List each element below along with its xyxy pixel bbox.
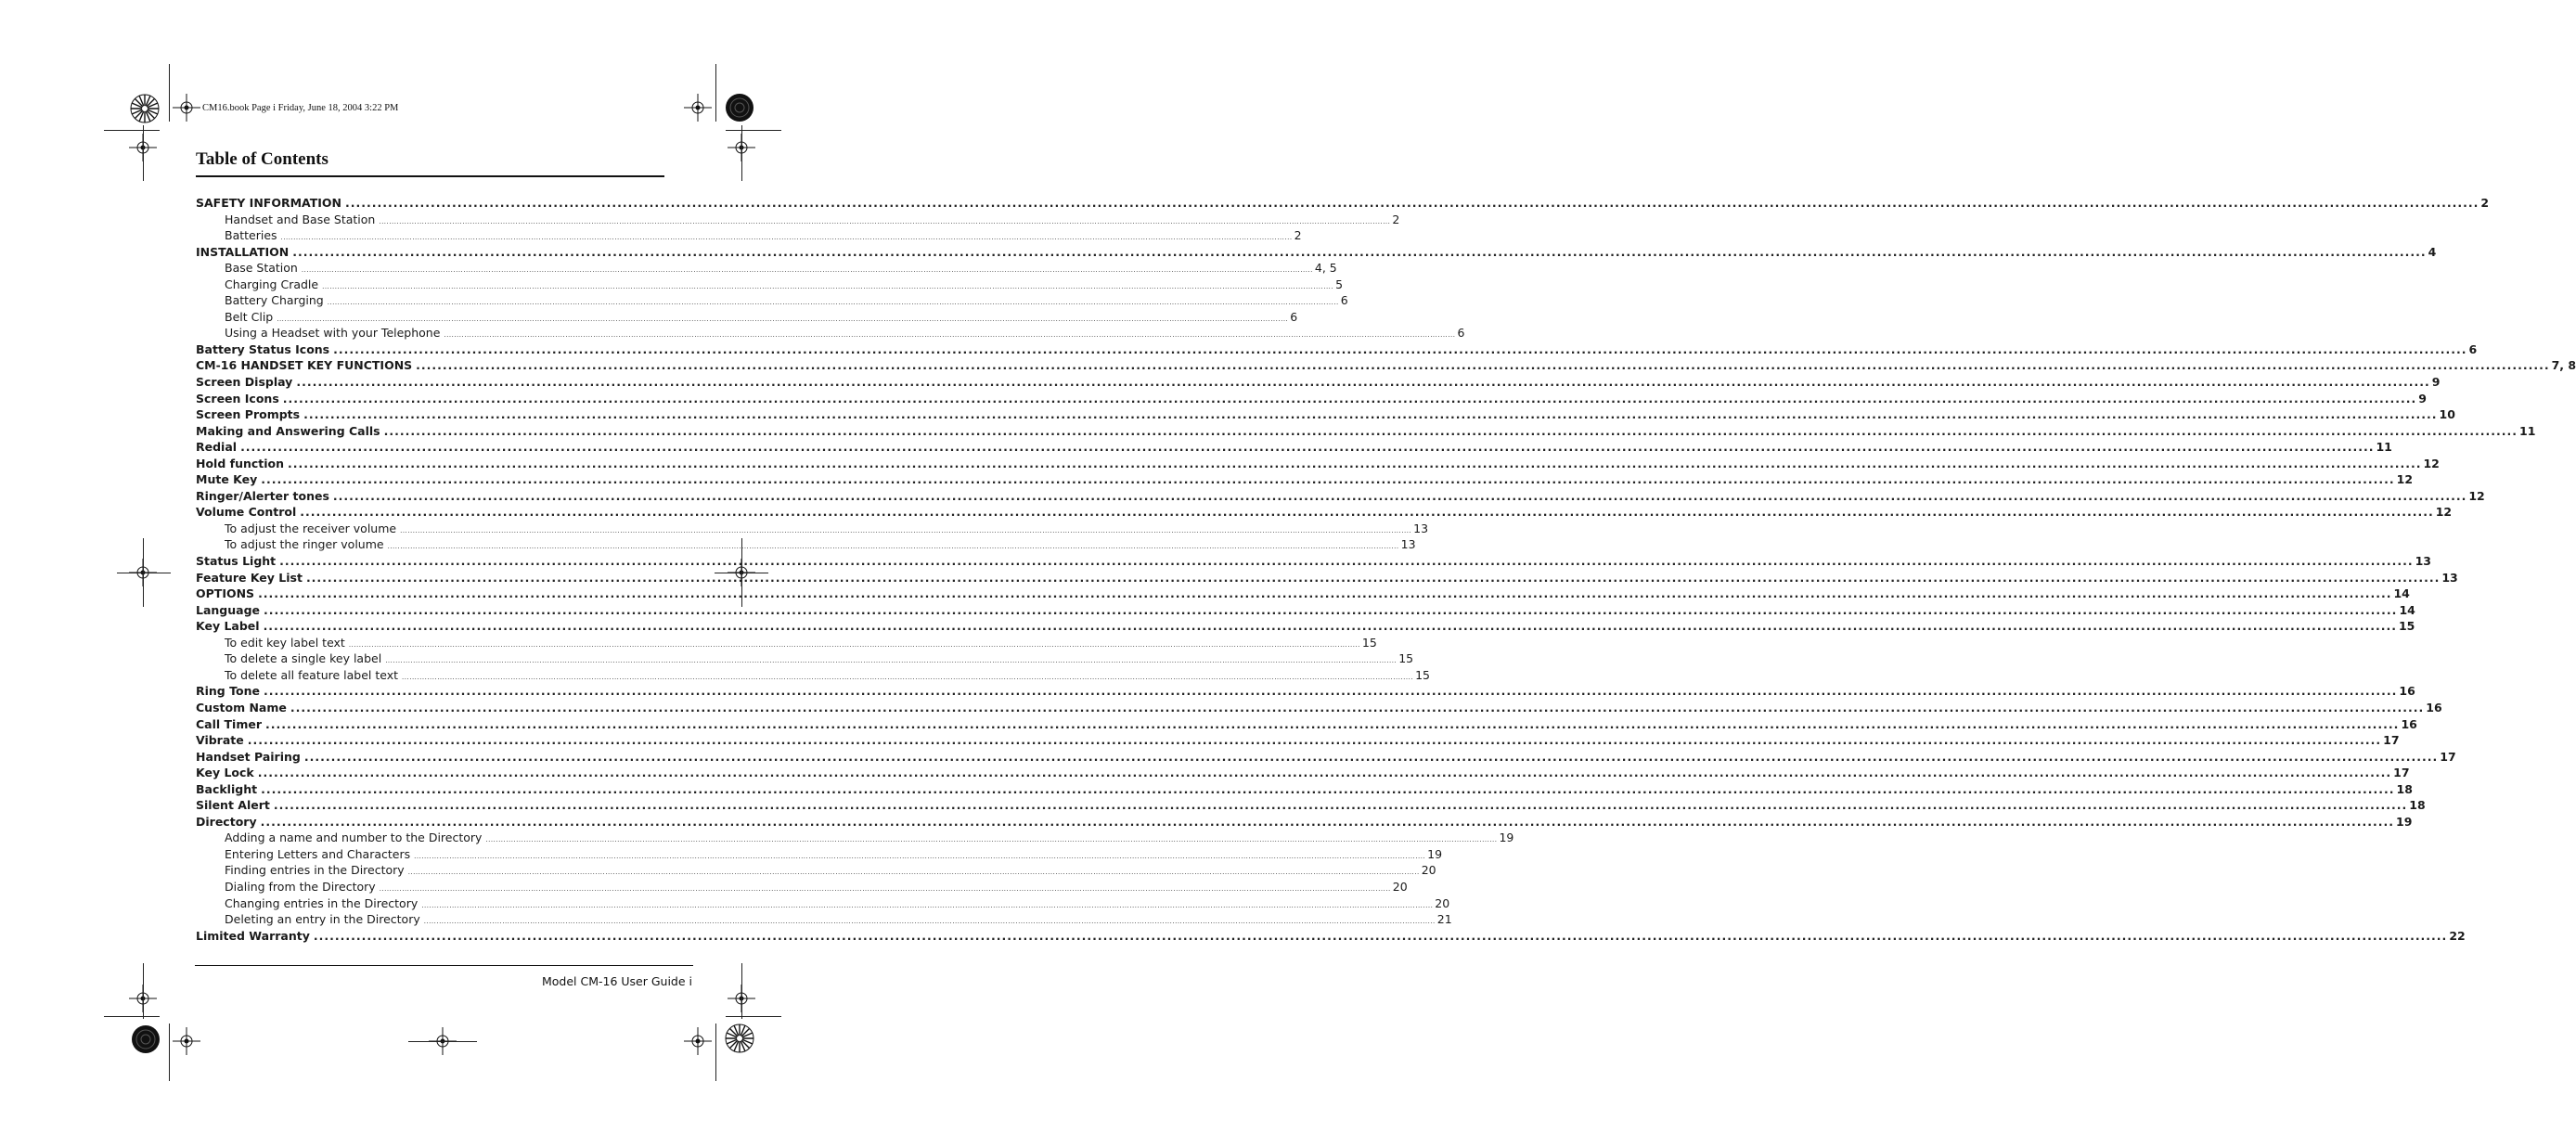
toc-entry-page: 13	[1400, 537, 1416, 552]
toc-entry-label: Batteries	[225, 228, 277, 243]
toc-leader-dots: ................................................................................................................................................................................................................................................................................................................................................................................................................	[385, 657, 1397, 665]
toc-entry-page: 7, 8	[2551, 358, 2576, 373]
toc-entry[interactable]	[196, 326, 1465, 342]
toc-entry[interactable]	[196, 733, 2400, 750]
crosshair-icon	[684, 94, 712, 122]
toc-entry-label: Mute Key	[196, 472, 258, 487]
toc-entry-page: 9	[2431, 375, 2441, 390]
toc-entry-page: 12	[2468, 488, 2485, 503]
toc-entry-page: 6	[1457, 326, 1465, 341]
toc-leader-dots: ................................................................................................................................................................................................................................................................................................................................................................................................................	[261, 781, 2395, 796]
footer-rule	[195, 965, 693, 966]
toc-entry-label: Directory	[196, 814, 257, 829]
toc-entry-label: Battery Charging	[225, 293, 324, 308]
toc-entry-page: 20	[1421, 863, 1436, 878]
toc-leader-dots: ................................................................................................................................................................................................................................................................................................................................................................................................................	[322, 282, 1334, 290]
toc-leader-dots: ................................................................................................................................................................................................................................................................................................................................................................................................................	[379, 884, 1391, 893]
crosshair-icon	[173, 94, 200, 122]
toc-entry-label: Key Lock	[196, 766, 254, 780]
toc-leader-dots: ................................................................................................................................................................................................................................................................................................................................................................................................................	[327, 299, 1339, 307]
toc-entry-page: 6	[1290, 309, 1298, 324]
toc-leader-dots: ................................................................................................................................................................................................................................................................................................................................................................................................................	[400, 526, 1412, 534]
toc-entry[interactable]	[196, 391, 2427, 408]
toc-entry[interactable]	[196, 423, 2536, 441]
page-title: Table of Contents	[196, 149, 328, 169]
crop-line	[741, 125, 742, 181]
toc-entry-page: 22	[2449, 928, 2466, 943]
toc-leader-dots: ................................................................................................................................................................................................................................................................................................................................................................................................................	[264, 602, 2398, 617]
toc-entry[interactable]	[196, 472, 2414, 489]
toc-leader-dots: ................................................................................................................................................................................................................................................................................................................................................................................................................	[279, 554, 2414, 569]
toc-leader-dots: ................................................................................................................................................................................................................................................................................................................................................................................................................	[421, 901, 1434, 909]
toc-entry-page: 2	[1294, 228, 1302, 243]
toc-entry-label: Ring Tone	[196, 684, 260, 699]
toc-entry-page: 15	[1361, 635, 1377, 650]
toc-entry-page: 16	[2399, 684, 2415, 699]
toc-leader-dots: ................................................................................................................................................................................................................................................................................................................................................................................................................	[240, 440, 2375, 455]
toc-leader-dots: ................................................................................................................................................................................................................................................................................................................................................................................................................	[301, 266, 1313, 275]
toc-entry-page: 15	[2398, 619, 2415, 634]
toc-leader-dots: ................................................................................................................................................................................................................................................................................................................................................................................................................	[273, 798, 2408, 813]
toc-leader-dots: ................................................................................................................................................................................................................................................................................................................................................................................................................	[282, 391, 2417, 406]
toc-entry[interactable]	[196, 781, 2413, 799]
toc-entry-page: 11	[2376, 440, 2392, 455]
toc-entry-label: Belt Clip	[225, 309, 274, 324]
toc-entry-page: 6	[1340, 293, 1348, 308]
toc-entry[interactable]	[196, 766, 2410, 782]
toc-leader-dots: ................................................................................................................................................................................................................................................................................................................................................................................................................	[423, 918, 1436, 926]
toc-entry-label: To adjust the receiver volume	[225, 521, 397, 535]
registration-target-icon	[131, 1024, 161, 1054]
toc-entry-label: Charging Cradle	[225, 277, 319, 291]
toc-leader-dots: ................................................................................................................................................................................................................................................................................................................................................................................................................	[257, 766, 2392, 780]
toc-entry[interactable]	[196, 570, 2458, 587]
toc-entry[interactable]	[196, 749, 2456, 766]
toc-leader-dots: ................................................................................................................................................................................................................................................................................................................................................................................................................	[277, 315, 1289, 323]
toc-entry[interactable]	[196, 619, 2415, 636]
toc-entry[interactable]	[196, 879, 1408, 896]
toc-entry-page: 4, 5	[1314, 261, 1337, 276]
toc-entry[interactable]	[196, 928, 2466, 946]
toc-entry[interactable]	[196, 440, 2392, 457]
toc-leader-dots: ................................................................................................................................................................................................................................................................................................................................................................................................................	[263, 684, 2398, 699]
toc-leader-dots: ................................................................................................................................................................................................................................................................................................................................................................................................................	[288, 456, 2422, 470]
toc-entry-label: Feature Key List	[196, 570, 303, 585]
toc-entry[interactable]	[196, 846, 1443, 864]
toc-leader-dots: ................................................................................................................................................................................................................................................................................................................................................................................................................	[280, 234, 1293, 242]
toc-entry-label: Redial	[196, 440, 238, 455]
toc-entry-label: CM-16 HANDSET KEY FUNCTIONS	[196, 358, 413, 373]
toc-leader-dots: ................................................................................................................................................................................................................................................................................................................................................................................................................	[333, 341, 2467, 356]
toc-leader-dots: ................................................................................................................................................................................................................................................................................................................................................................................................................	[263, 619, 2397, 634]
toc-entry-page: 14	[2393, 586, 2410, 601]
title-rule	[196, 175, 664, 177]
toc-entry[interactable]	[196, 716, 2417, 734]
toc-entry-label: To edit key label text	[225, 635, 345, 650]
book-info-header: CM16.book Page i Friday, June 18, 2004 3:22 PM	[202, 103, 399, 113]
toc-entry-label: Changing entries in the Directory	[225, 895, 419, 910]
toc-entry[interactable]	[196, 505, 2453, 521]
toc-leader-dots: ................................................................................................................................................................................................................................................................................................................................................................................................................	[260, 814, 2395, 829]
toc-entry-page: 14	[2399, 602, 2415, 617]
toc-entry-label: SAFETY INFORMATION	[196, 196, 341, 210]
toc-entry[interactable]	[196, 537, 1416, 554]
toc-entry[interactable]	[196, 651, 1414, 668]
toc-entry[interactable]	[196, 407, 2455, 424]
toc-entry[interactable]	[196, 602, 2415, 620]
toc-entry[interactable]	[196, 700, 2442, 717]
toc-list	[196, 196, 2576, 945]
toc-leader-dots: ................................................................................................................................................................................................................................................................................................................................................................................................................	[402, 673, 1414, 681]
toc-entry-page: 15	[1398, 651, 1414, 666]
toc-entry-page: 17	[2383, 733, 2400, 748]
toc-entry-label: Vibrate	[196, 733, 244, 748]
toc-entry-label: Language	[196, 602, 261, 617]
toc-entry-label: Hold function	[196, 456, 285, 470]
toc-entry-page: 12	[2396, 472, 2414, 487]
toc-entry[interactable]	[196, 456, 2440, 473]
toc-entry[interactable]	[196, 244, 2437, 262]
toc-entry-label: Backlight	[196, 781, 258, 796]
toc-entry[interactable]	[196, 277, 1344, 294]
toc-leader-dots: ................................................................................................................................................................................................................................................................................................................................................................................................................	[345, 196, 2479, 210]
toc-entry-label: Deleting an entry in the Directory	[225, 912, 420, 927]
toc-leader-dots: ................................................................................................................................................................................................................................................................................................................................................................................................................	[265, 716, 2400, 731]
toc-leader-dots: ................................................................................................................................................................................................................................................................................................................................................................................................................	[305, 570, 2441, 585]
toc-entry-label: Screen Prompts	[196, 407, 301, 422]
footer-text: Model CM-16 User Guide i	[541, 974, 692, 988]
toc-entry-page: 12	[2435, 505, 2453, 520]
toc-leader-dots: ................................................................................................................................................................................................................................................................................................................................................................................................................	[414, 852, 1426, 860]
toc-entry-label: Entering Letters and Characters	[225, 846, 411, 861]
toc-entry-label: Finding entries in the Directory	[225, 863, 405, 878]
toc-entry-label: Screen Icons	[196, 391, 279, 406]
toc-entry-page: 12	[2423, 456, 2440, 470]
toc-entry[interactable]	[196, 895, 1450, 913]
crop-line	[143, 125, 144, 181]
toc-entry[interactable]	[196, 684, 2415, 701]
toc-entry-label: Base Station	[225, 261, 298, 276]
toc-entry[interactable]	[196, 521, 1429, 538]
toc-entry-label: Using a Headset with your Telephone	[225, 326, 441, 341]
toc-entry[interactable]	[196, 212, 1400, 229]
registration-target-icon	[725, 93, 754, 122]
toc-entry[interactable]	[196, 341, 2478, 359]
registration-sunburst-icon	[725, 1024, 754, 1053]
toc-entry-label: Key Label	[196, 619, 260, 634]
toc-entry[interactable]	[196, 863, 1436, 880]
toc-entry[interactable]	[196, 293, 1348, 310]
toc-entry-page: 17	[2393, 766, 2410, 780]
toc-entry[interactable]	[196, 375, 2441, 392]
crop-line	[104, 1016, 160, 1017]
toc-leader-dots: ................................................................................................................................................................................................................................................................................................................................................................................................................	[292, 244, 2427, 259]
toc-leader-dots: ................................................................................................................................................................................................................................................................................................................................................................................................................	[303, 407, 2438, 422]
toc-entry[interactable]	[196, 912, 1452, 929]
toc-entry[interactable]	[196, 196, 2490, 212]
toc-entry-page: 18	[2409, 798, 2426, 813]
toc-entry-label: Custom Name	[196, 700, 287, 715]
toc-entry-label: To delete all feature label text	[225, 667, 399, 682]
toc-entry[interactable]	[196, 261, 1337, 277]
crop-line	[715, 64, 716, 122]
toc-entry-page: 15	[1415, 667, 1430, 682]
toc-entry-page: 9	[2418, 391, 2427, 406]
toc-entry-page: 20	[1392, 879, 1408, 894]
toc-entry[interactable]	[196, 228, 1302, 245]
toc-entry-page: 4	[2428, 244, 2437, 259]
crop-line	[104, 130, 160, 131]
toc-leader-dots: ................................................................................................................................................................................................................................................................................................................................................................................................................	[416, 358, 2550, 373]
crop-line	[143, 963, 144, 1019]
toc-entry-page: 11	[2519, 423, 2536, 438]
crop-line	[408, 1041, 477, 1042]
toc-entry[interactable]	[196, 667, 1430, 685]
toc-entry-page: 5	[1335, 277, 1344, 291]
toc-entry-label: Status Light	[196, 554, 277, 569]
toc-leader-dots: ................................................................................................................................................................................................................................................................................................................................................................................................................	[444, 331, 1456, 340]
toc-leader-dots: ................................................................................................................................................................................................................................................................................................................................................................................................................	[300, 505, 2434, 520]
toc-leader-dots: ................................................................................................................................................................................................................................................................................................................................................................................................................	[313, 928, 2448, 943]
toc-leader-dots: ................................................................................................................................................................................................................................................................................................................................................................................................................	[261, 472, 2395, 487]
crop-line	[143, 538, 144, 607]
toc-leader-dots: ................................................................................................................................................................................................................................................................................................................................................................................................................	[485, 836, 1498, 844]
toc-entry-label: Making and Answering Calls	[196, 423, 380, 438]
toc-entry-page: 10	[2439, 407, 2455, 422]
toc-entry-label: Screen Display	[196, 375, 293, 390]
toc-leader-dots: ................................................................................................................................................................................................................................................................................................................................................................................................................	[387, 543, 1399, 551]
toc-entry-label: Battery Status Icons	[196, 341, 330, 356]
toc-leader-dots: ................................................................................................................................................................................................................................................................................................................................................................................................................	[348, 640, 1360, 649]
toc-entry[interactable]	[196, 488, 2485, 506]
toc-entry-label: To adjust the ringer volume	[225, 537, 384, 552]
crop-line	[726, 130, 781, 131]
crop-line	[726, 1016, 781, 1017]
toc-entry[interactable]	[196, 554, 2431, 571]
toc-entry[interactable]	[196, 831, 1514, 847]
crosshair-icon	[173, 1027, 200, 1055]
toc-entry-page: 16	[2401, 716, 2417, 731]
toc-entry-label: Handset Pairing	[196, 749, 301, 764]
toc-entry-page: 13	[2415, 554, 2431, 569]
toc-entry-page: 13	[1413, 521, 1429, 535]
crop-line	[715, 1024, 716, 1081]
toc-entry-page: 17	[2440, 749, 2456, 764]
toc-entry[interactable]	[196, 798, 2426, 815]
crosshair-icon	[684, 1027, 712, 1055]
toc-entry-label: Limited Warranty	[196, 928, 310, 943]
toc-entry[interactable]	[196, 586, 2410, 603]
toc-entry-label: Call Timer	[196, 716, 263, 731]
toc-entry-label: Volume Control	[196, 505, 297, 520]
toc-leader-dots: ................................................................................................................................................................................................................................................................................................................................................................................................................	[258, 586, 2392, 601]
toc-entry[interactable]	[196, 635, 1377, 652]
toc-entry-page: 13	[2441, 570, 2458, 585]
toc-leader-dots: ................................................................................................................................................................................................................................................................................................................................................................................................................	[303, 749, 2439, 764]
crop-line	[169, 64, 170, 122]
toc-entry-page: 18	[2396, 781, 2413, 796]
toc-entry[interactable]	[196, 358, 2576, 375]
toc-entry-page: 16	[2426, 700, 2442, 715]
crop-line	[169, 1024, 170, 1081]
toc-entry-label: INSTALLATION	[196, 244, 290, 259]
toc-entry-label: Silent Alert	[196, 798, 270, 813]
toc-entry[interactable]	[196, 814, 2413, 831]
toc-entry-page: 19	[1427, 846, 1443, 861]
toc-leader-dots: ................................................................................................................................................................................................................................................................................................................................................................................................................	[296, 375, 2430, 390]
toc-leader-dots: ................................................................................................................................................................................................................................................................................................................................................................................................................	[247, 733, 2382, 748]
toc-entry-label: OPTIONS	[196, 586, 255, 601]
toc-entry-page: 2	[2480, 196, 2490, 210]
toc-entry-label: Dialing from the Directory	[225, 879, 376, 894]
registration-sunburst-icon	[130, 94, 160, 123]
toc-entry-page: 19	[2396, 814, 2413, 829]
toc-leader-dots: ................................................................................................................................................................................................................................................................................................................................................................................................................	[407, 869, 1420, 877]
toc-entry-page: 6	[2468, 341, 2478, 356]
toc-leader-dots: ................................................................................................................................................................................................................................................................................................................................................................................................................	[332, 488, 2467, 503]
toc-leader-dots: ................................................................................................................................................................................................................................................................................................................................................................................................................	[383, 423, 2518, 438]
toc-entry-page: 2	[1392, 212, 1400, 226]
toc-entry-page: 21	[1436, 912, 1452, 927]
toc-leader-dots: ................................................................................................................................................................................................................................................................................................................................................................................................................	[290, 700, 2425, 715]
toc-entry-page: 19	[1499, 831, 1514, 845]
crop-line	[741, 963, 742, 1019]
toc-entry-label: Ringer/Alerter tones	[196, 488, 329, 503]
toc-entry-label: To delete a single key label	[225, 651, 382, 666]
toc-entry[interactable]	[196, 309, 1298, 327]
toc-entry-label: Adding a name and number to the Directory	[225, 831, 483, 845]
toc-entry-page: 20	[1435, 895, 1450, 910]
toc-entry-label: Handset and Base Station	[225, 212, 376, 226]
toc-leader-dots: ................................................................................................................................................................................................................................................................................................................................................................................................................	[379, 217, 1391, 225]
